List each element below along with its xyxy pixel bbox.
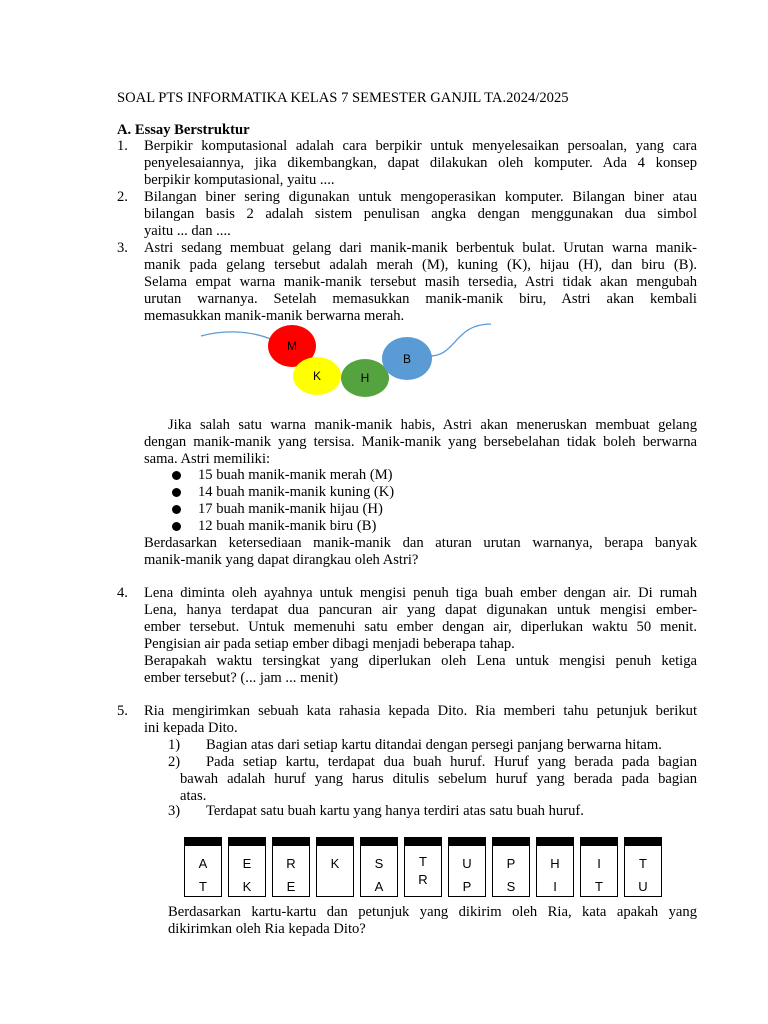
card-top-bar (317, 838, 353, 846)
q3-paragraph-line: sama. Astri memiliki: (144, 451, 271, 467)
q3-question-line: Berdasarkan ketersediaan manik-manik dan aturan urutan warnanya, berapa banyak (144, 535, 697, 551)
card-top-bar (229, 838, 265, 846)
q3-line: urutan warnanya. Setelah memasukkan manik-manik biru, Astri akan kembali (144, 291, 697, 307)
section-heading: A. Essay Berstruktur (117, 122, 250, 138)
letter-card (624, 837, 662, 897)
card-bottom-letter: I (553, 879, 557, 894)
card-top-letter: I (597, 856, 601, 871)
hint-line: Pada setiap kartu, terdapat dua buah huruf. Huruf yang berada pada bagian (206, 754, 697, 770)
q1-line: penyelesaiannya, jika dikembangkan, dapat dilakukan oleh komputer. Ada 4 konsep (144, 155, 697, 171)
q2-line: yaitu ... dan .... (144, 223, 231, 239)
q4-line: Lena, hanya terdapat dua pancuran air yang dapat digunakan untuk mengisi ember- (144, 602, 697, 618)
q5-number: 5. (117, 703, 128, 719)
card-top-bar (273, 838, 309, 846)
stock-item: 14 buah manik-manik kuning (K) (198, 484, 395, 500)
card-top-letter: S (374, 856, 384, 871)
bullet-icon (172, 471, 181, 480)
q3-question-line: manik-manik yang dapat dirangkau oleh Astri? (144, 552, 419, 568)
card-bottom-letter: P (462, 879, 472, 894)
q2-line: bilangan basis 2 adalah sistem penulisan angka dengan menggunakan dua simbol (144, 206, 697, 222)
bead-hijau (341, 359, 389, 397)
letter-card (404, 837, 442, 897)
q3-line: Selama empat warna manik-manik tersebut masih tersedia, Astri tidak akan mengubah (144, 274, 697, 290)
letter-card (492, 837, 530, 897)
q4-line: Lena diminta oleh ayahnya untuk mengisi penuh tiga buah ember dengan air. Di rumah (144, 585, 697, 601)
q4-line: Pengisian air pada setiap ember dibagi menjadi beberapa tahap. (144, 636, 515, 652)
hint-number: 1) (168, 737, 181, 753)
page-title: SOAL PTS INFORMATIKA KELAS 7 SEMESTER GANJIL TA.2024/2025 (117, 90, 569, 106)
card-bottom-letter: T (199, 879, 207, 894)
card-bottom-letter: R (418, 872, 428, 887)
card-top-letter: T (419, 854, 427, 869)
letter-card (580, 837, 618, 897)
card-bottom-letter: A (374, 879, 384, 894)
card-bottom-letter: S (506, 879, 516, 894)
letter-card (360, 837, 398, 897)
q4-number: 4. (117, 585, 128, 601)
card-top-bar (405, 838, 441, 846)
hint-line: atas. (180, 788, 207, 804)
card-top-bar (361, 838, 397, 846)
q3-paragraph-line: Jika salah satu warna manik-manik habis, Astri akan meneruskan membuat gelang (168, 417, 697, 433)
q3-number: 3. (117, 240, 128, 256)
q4-line: ember tersebut. Untuk memenuhi satu ember dengan air, diperlukan waktu 50 menit. (144, 619, 697, 635)
bullet-icon (172, 488, 181, 497)
letter-card (448, 837, 486, 897)
string-right (427, 324, 491, 356)
hint-line: Terdapat satu buah kartu yang hanya terdiri atas satu buah huruf. (206, 803, 584, 819)
q3-line: memasukkan manik-manik berwarna merah. (144, 308, 405, 324)
hint-number: 3) (168, 803, 181, 819)
card-bottom-letter: K (242, 879, 252, 894)
card-top-letter: P (506, 856, 516, 871)
stock-item: 12 buah manik-manik biru (B) (198, 518, 377, 534)
q2-line: Bilangan biner sering digunakan untuk mengoperasikan komputer. Bilangan biner atau (144, 189, 697, 205)
hint-line: bawah adalah huruf yang harus ditulis sebelum huruf yang berada pada bagian (180, 771, 697, 787)
q5-question-line: Berdasarkan kartu-kartu dan petunjuk yang dikirim oleh Ria, kata apakah yang (168, 904, 697, 920)
bead-label: K (312, 369, 321, 383)
hint-number: 2) (168, 754, 181, 770)
card-top-letter: H (550, 856, 560, 871)
q4-line: Berapakah waktu tersingkat yang diperlukan oleh Lena untuk mengisi penuh ketiga (144, 653, 697, 669)
q5-line: Ria mengirimkan sebuah kata rahasia kepada Dito. Ria memberi tahu petunjuk berikut (144, 703, 697, 719)
card-top-bar (493, 838, 529, 846)
card-bottom-letter: E (286, 879, 296, 894)
card-top-bar (581, 838, 617, 846)
letter-card (316, 837, 354, 897)
bullet-icon (172, 505, 181, 514)
bead-biru (382, 337, 432, 380)
bead-label: B (402, 351, 411, 366)
card-top-bar (449, 838, 485, 846)
card-top-letter: U (462, 856, 472, 871)
letter-card (228, 837, 266, 897)
letter-card (536, 837, 574, 897)
card-top-bar (625, 838, 661, 846)
card-top-letter: R (286, 856, 296, 871)
card-top-letter: A (198, 856, 208, 871)
q1-number: 1. (117, 138, 128, 154)
string-left (201, 332, 273, 340)
q3-line: Astri sedang membuat gelang dari manik-manik berbentuk bulat. Urutan warna manik- (144, 240, 697, 256)
q1-line: Berpikir komputasional adalah cara berpikir untuk menyelesaikan persoalan, yang cara (144, 138, 697, 154)
q5-question-line: dikirimkan oleh Ria kepada Dito? (168, 921, 366, 937)
bead-label: H (360, 371, 370, 385)
card-top-letter: T (639, 856, 647, 871)
bullet-icon (172, 522, 181, 531)
q3-line: manik pada gelang tersebut adalah merah (M), kuning (K), hijau (H), dan biru (B). (144, 257, 697, 273)
q5-line: ini kepada Dito. (144, 720, 238, 736)
letter-card (272, 837, 310, 897)
letter-card (184, 837, 222, 897)
card-bottom-letter: U (638, 879, 648, 894)
q4-line: ember tersebut? (... jam ... menit) (144, 670, 339, 686)
stock-item: 15 buah manik-manik merah (M) (198, 467, 393, 483)
q2-number: 2. (117, 189, 128, 205)
q3-paragraph-line: dengan manik-manik yang tersisa. Manik-manik yang bersebelahan tidak boleh berwarna (144, 434, 697, 450)
card-top-bar (537, 838, 573, 846)
q1-line: berpikir komputasional, yaitu .... (144, 172, 335, 188)
hint-line: Bagian atas dari setiap kartu ditandai dengan persegi panjang berwarna hitam. (206, 737, 662, 753)
bead-label: M (287, 339, 297, 353)
bead-kuning (293, 357, 341, 395)
stock-item: 17 buah manik-manik hijau (H) (198, 501, 383, 517)
card-bottom-letter: T (595, 879, 603, 894)
card-top-letter: E (242, 856, 252, 871)
card-top-bar (185, 838, 221, 846)
card-top-letter: K (330, 856, 340, 871)
